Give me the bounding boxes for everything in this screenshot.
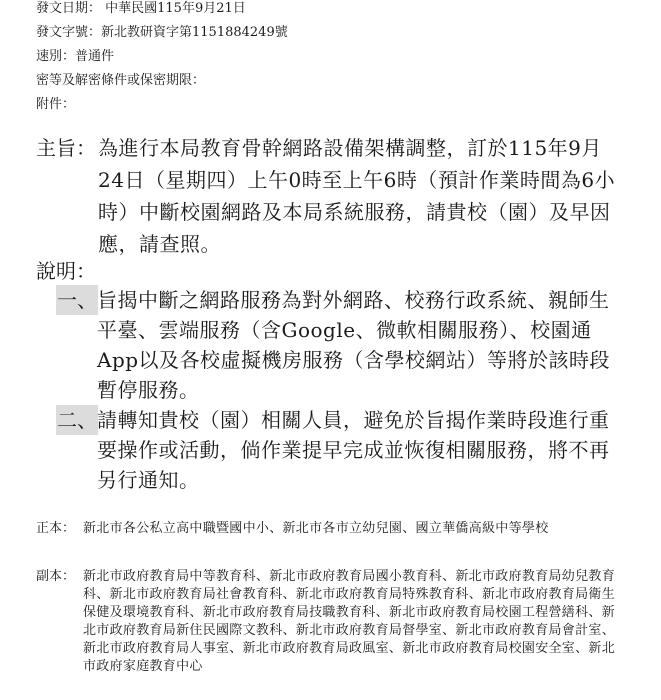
item-text: 旨揭中斷之網路服務為對外網路、校務行政系統、親師生平臺、雲端服務（含Google、微軟相關服務）、校園通App以及各校虛擬機房服務（含學校網站）等將於該時段暫停服務。 [97,288,611,402]
secrecy-level: 密等及解密條件或保密期限： [36,73,206,88]
copy-recipients-label: 副本： [36,569,76,584]
document-number: 發文字號：新北教研資字第1151884249號 [36,25,288,40]
subject-text: 為進行本局教育骨幹網路設備架構調整，訂於115年9月24日（星期四）上午0時至上午6時（預計作業時間為6小時）中斷校園網路及本局系統服務，請貴校（園）及早因應，請查照。 [98,136,616,256]
copy-recipients-text: 新北市政府教育局中等教育科、新北市政府教育局國小教育科、新北市政府教育局幼兒教育科、新北市政府教育局社會教育科、新北市政府教育局特殊教育科、新北市政府教育局衛生保健及環境教育科、新北市政府教育局技職教育科、新北市政府教育局校園工程營繕科、新北市政府教育局新住民國際文教科、新北市政府教育局督學室、新北市政府教育局會計室、新北市政府教育局人事室、新北市政府教育局政風室、新北市政府教育局校園安全室、新北市政府家庭教育中心 [83,569,616,674]
item-text: 請轉知貴校（園）相關人員，避免於旨揭作業時段進行重要操作或活動，倘作業提早完成並恢復相關服務，將不再另行通知。 [97,408,610,492]
subject-label: 主旨： [36,136,96,160]
delivery-speed: 速別：普通件 [36,49,115,64]
description-label: 說明： [36,259,96,283]
item-number-highlight: 二、 [56,405,98,435]
main-recipients-label: 正本： [36,521,76,536]
main-recipients-text: 新北市各公私立高中職暨國中小、新北市各市立幼兒園、國立華僑高級中等學校 [83,521,549,536]
issue-date: 發文日期： 中華民國115年9月21日 [36,1,246,16]
item-number-highlight: 一、 [56,285,98,315]
attachment: 附件： [36,97,76,112]
